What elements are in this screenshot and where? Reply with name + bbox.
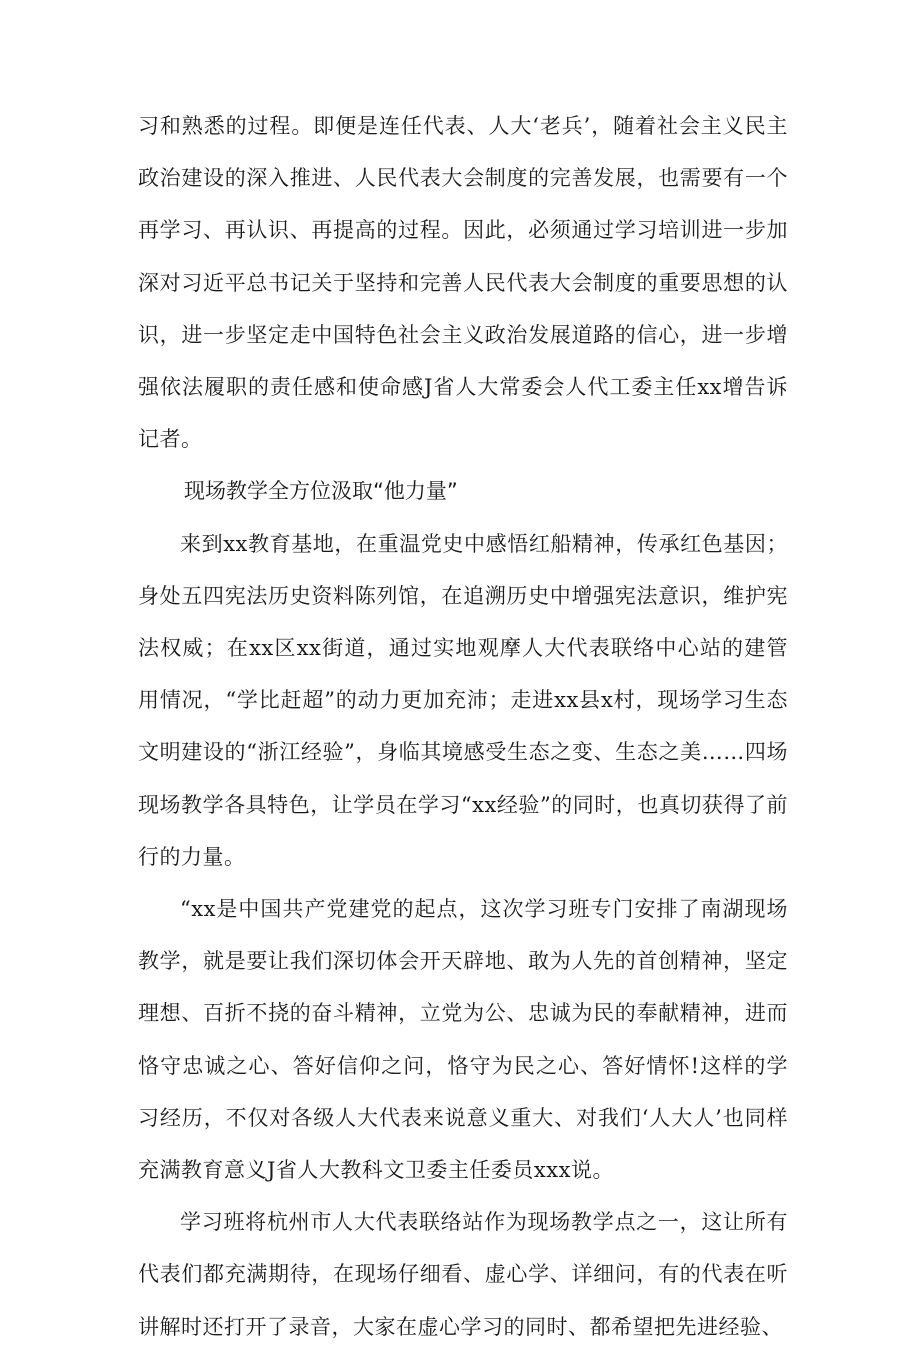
paragraph-quote: “xx是中国共产党建党的起点，这次学习班专门安排了南湖现场教学，就是要让我们深切体会开天辟地、敢为人先的首创精神，坚定理想、百折不挠的奋斗精神，立党为公、忠诚为民的奉献精神，进而恪守忠诚之心、答好信仰之问，恪守为民之心、答好情怀!这样的学习经历，不仅对各级人大代表来说意义重大、对我们‘人大人’也同样充满教育意义J省人大教科文卫委主任委员xxx说。 bbox=[138, 897, 788, 1183]
section-heading: 现场教学全方位汲取“他力量” bbox=[184, 479, 458, 504]
paragraph-continued: 习和熟悉的过程。即便是连任代表、人大‘老兵’，随着社会主义民主政治建设的深入推进、人民代表大会制度的完善发展，也需要有一个再学习、再认识、再提高的过程。因此，必须通过学习培训进一步加深对习近平总书记关于坚持和完善人民代表大会制度的重要思想的认识，进一步坚定走中国特色社会主义政治发展道路的信心，进一步增强依法履职的责任感和使命感J省人大常委会人代工委主任xx增告诉记者。 bbox=[138, 114, 788, 452]
paragraph-site-visits: 来到xx教育基地，在重温党史中感悟红船精神，传承红色基因；身处五四宪法历史资料陈列馆，在追溯历史中增强宪法意识，维护宪法权威；在xx区xx街道，通过实地观摩人大代表联络中心站的建管用情况，“学比赶超”的动力更加充沛；走进xx县x村，现场学习生态文明建设的“浙江经验”，身临其境感受生态之变、生态之美……四场现场教学各具特色，让学员在学习“xx经验”的同时，也真切获得了前行的力量。 bbox=[138, 531, 788, 869]
paragraph-liaison-station: 学习班将杭州市人大代表联络站作为现场教学点之一，这让所有代表们都充满期待，在现场仔细看、虚心学、详细问，有的代表在听讲解时还打开了录音，大家在虚心学习的同时、都希望把先进经验、 bbox=[138, 1210, 788, 1339]
document-body bbox=[138, 100, 788, 1353]
